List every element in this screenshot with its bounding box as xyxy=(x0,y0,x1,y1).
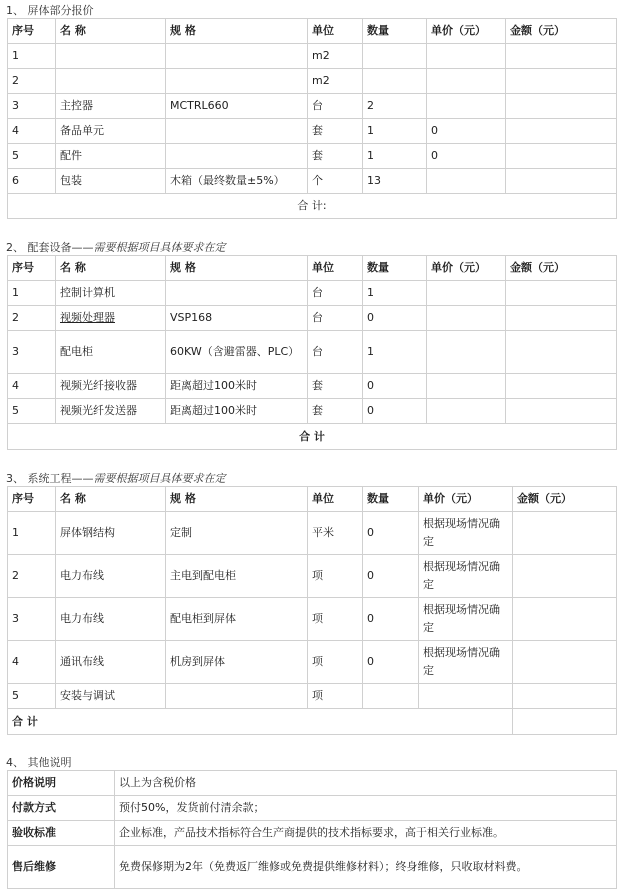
table-cell xyxy=(363,69,427,94)
section-title-text: 3、 系统工程 xyxy=(6,472,72,485)
section-3-note: ——需要根据项目具体要求在定 xyxy=(71,472,226,485)
table-row xyxy=(8,119,617,144)
table-cell xyxy=(506,331,617,374)
table-cell: 2 xyxy=(8,69,56,94)
table-cell: 2 xyxy=(8,306,56,331)
table-cell: 项 xyxy=(308,598,363,641)
table-cell xyxy=(506,44,617,69)
screen-quote-table xyxy=(7,18,617,219)
table-row xyxy=(8,331,617,374)
header-cell: 名 称 xyxy=(56,19,166,44)
table-cell: 配件 xyxy=(56,144,166,169)
table-cell: 5 xyxy=(8,144,56,169)
table-row xyxy=(8,374,617,399)
table-cell: 电力布线 xyxy=(56,555,166,598)
table-cell: 1 xyxy=(8,44,56,69)
table-cell: 项 xyxy=(308,555,363,598)
notes-label: 价格说明 xyxy=(8,771,115,796)
table-cell xyxy=(56,306,166,331)
table-cell: 1 xyxy=(363,119,427,144)
table-cell: 机房到屏体 xyxy=(166,641,308,684)
table-cell: m2 xyxy=(308,69,363,94)
table-cell: 5 xyxy=(8,399,56,424)
notes-value: 免费保修期为2年（免费返厂维修或免费提供维修材料）；终身维修，只收取材料费。 xyxy=(115,846,617,889)
equipment-table xyxy=(7,255,617,450)
table-cell: 1 xyxy=(363,281,427,306)
table-cell: 屏体钢结构 xyxy=(56,512,166,555)
table-cell xyxy=(166,684,308,709)
table-cell: 台 xyxy=(308,331,363,374)
total-label: 合 计: xyxy=(8,194,617,219)
header-cell: 规 格 xyxy=(166,256,308,281)
table-cell: 4 xyxy=(8,119,56,144)
table-cell xyxy=(427,44,506,69)
table-cell: 备品单元 xyxy=(56,119,166,144)
table-cell: 电力布线 xyxy=(56,598,166,641)
table-cell xyxy=(506,144,617,169)
header-cell: 数量 xyxy=(363,487,419,512)
header-cell: 单位 xyxy=(308,19,363,44)
table-row xyxy=(8,69,617,94)
notes-label: 售后维修 xyxy=(8,846,115,889)
table-row xyxy=(8,598,617,641)
table-cell: 配电柜 xyxy=(56,331,166,374)
table-cell: 根据现场情况确定 xyxy=(419,555,513,598)
table-cell: MCTRL660 xyxy=(166,94,308,119)
table-cell: 距离超过100米时 xyxy=(166,399,308,424)
header-cell: 名 称 xyxy=(56,487,166,512)
table-cell: 1 xyxy=(8,512,56,555)
header-cell: 金额（元） xyxy=(506,256,617,281)
table-cell: 木箱（最终数量±5%） xyxy=(166,169,308,194)
table-cell: 定制 xyxy=(166,512,308,555)
total-row xyxy=(8,424,617,450)
header-cell: 序号 xyxy=(8,256,56,281)
table-cell xyxy=(513,512,617,555)
table-row xyxy=(8,399,617,424)
table-cell: 通讯布线 xyxy=(56,641,166,684)
table-cell: 平米 xyxy=(308,512,363,555)
table-cell: 套 xyxy=(308,119,363,144)
table-row xyxy=(8,306,617,331)
table-cell: 0 xyxy=(363,512,419,555)
notes-value: 预付50%，发货前付清余款； xyxy=(115,796,617,821)
section-3-title xyxy=(6,470,226,486)
table-cell xyxy=(506,281,617,306)
notes-label: 验收标准 xyxy=(8,821,115,846)
table-cell xyxy=(427,94,506,119)
table-row xyxy=(8,555,617,598)
table-cell: 套 xyxy=(308,399,363,424)
table-cell: 主控器 xyxy=(56,94,166,119)
notes-value: 企业标准，产品技术指标符合生产商提供的技术指标要求，高于相关行业标准。 xyxy=(115,821,617,846)
table-row xyxy=(8,512,617,555)
table-cell xyxy=(427,69,506,94)
table-row xyxy=(8,94,617,119)
header-cell: 单价（元） xyxy=(419,487,513,512)
table-cell xyxy=(513,555,617,598)
table-cell xyxy=(427,169,506,194)
table-cell xyxy=(506,69,617,94)
table-cell xyxy=(166,69,308,94)
table-cell xyxy=(56,69,166,94)
header-cell: 单位 xyxy=(308,256,363,281)
table-cell: 4 xyxy=(8,641,56,684)
table-header-row xyxy=(8,19,617,44)
table-cell: 0 xyxy=(427,144,506,169)
header-cell: 金额（元） xyxy=(513,487,617,512)
table-cell: 60KW（含避雷器、PLC） xyxy=(166,331,308,374)
table-cell: 项 xyxy=(308,684,363,709)
header-cell: 单位 xyxy=(308,487,363,512)
header-cell: 金额（元） xyxy=(506,19,617,44)
table-row xyxy=(8,144,617,169)
header-cell: 序号 xyxy=(8,487,56,512)
table-cell xyxy=(427,306,506,331)
total-row xyxy=(8,194,617,219)
table-cell: 6 xyxy=(8,169,56,194)
table-cell xyxy=(513,641,617,684)
other-notes-table xyxy=(7,770,617,889)
table-row xyxy=(8,684,617,709)
system-engineering-table xyxy=(7,486,617,735)
notes-value: 以上为含税价格 xyxy=(115,771,617,796)
table-cell: 根据现场情况确定 xyxy=(419,641,513,684)
table-cell: 根据现场情况确定 xyxy=(419,598,513,641)
table-cell: 台 xyxy=(308,306,363,331)
notes-row xyxy=(8,771,617,796)
table-header-row xyxy=(8,487,617,512)
table-cell xyxy=(506,119,617,144)
table-cell xyxy=(166,144,308,169)
table-cell xyxy=(427,399,506,424)
table-row xyxy=(8,44,617,69)
table-cell: 0 xyxy=(427,119,506,144)
table-cell xyxy=(166,119,308,144)
table-cell: 3 xyxy=(8,94,56,119)
header-cell: 数量 xyxy=(363,256,427,281)
table-cell xyxy=(506,306,617,331)
section-1-title: 1、 屏体部分报价 xyxy=(6,4,94,17)
table-cell xyxy=(56,44,166,69)
table-cell xyxy=(513,598,617,641)
table-cell: 套 xyxy=(308,374,363,399)
video-processor-link[interactable]: 视频处理器 xyxy=(60,311,115,324)
table-cell xyxy=(166,44,308,69)
table-cell: 套 xyxy=(308,144,363,169)
total-label: 合 计 xyxy=(8,424,617,450)
table-cell: 0 xyxy=(363,399,427,424)
table-cell: 控制计算机 xyxy=(56,281,166,306)
header-cell: 数量 xyxy=(363,19,427,44)
table-cell: 主电到配电柜 xyxy=(166,555,308,598)
table-cell xyxy=(427,374,506,399)
header-cell: 规 格 xyxy=(166,19,308,44)
table-cell xyxy=(363,44,427,69)
table-row xyxy=(8,641,617,684)
table-cell xyxy=(513,709,617,735)
table-cell xyxy=(506,169,617,194)
table-cell: 0 xyxy=(363,555,419,598)
table-cell xyxy=(363,684,419,709)
table-cell xyxy=(506,374,617,399)
table-cell: 1 xyxy=(363,144,427,169)
notes-row xyxy=(8,796,617,821)
table-cell: 5 xyxy=(8,684,56,709)
table-cell: 3 xyxy=(8,331,56,374)
table-cell: 台 xyxy=(308,281,363,306)
section-4-title: 4、 其他说明 xyxy=(6,756,72,769)
table-cell xyxy=(427,281,506,306)
table-row xyxy=(8,169,617,194)
table-cell: 台 xyxy=(308,94,363,119)
table-row xyxy=(8,281,617,306)
table-cell xyxy=(419,684,513,709)
total-row xyxy=(8,709,617,735)
table-cell: 距离超过100米时 xyxy=(166,374,308,399)
table-header-row xyxy=(8,256,617,281)
table-cell: 2 xyxy=(8,555,56,598)
table-cell: 0 xyxy=(363,374,427,399)
header-cell: 单价（元） xyxy=(427,256,506,281)
table-cell: 视频光纤发送器 xyxy=(56,399,166,424)
notes-row xyxy=(8,821,617,846)
table-cell: m2 xyxy=(308,44,363,69)
total-label: 合 计 xyxy=(8,709,513,735)
table-cell: 13 xyxy=(363,169,427,194)
table-cell: 0 xyxy=(363,641,419,684)
section-2-note: ——需要根据项目具体要求在定 xyxy=(71,241,226,254)
notes-label: 付款方式 xyxy=(8,796,115,821)
section-2-title xyxy=(6,239,226,255)
table-cell: 1 xyxy=(363,331,427,374)
table-cell xyxy=(506,94,617,119)
table-cell: 1 xyxy=(8,281,56,306)
table-cell: 视频光纤接收器 xyxy=(56,374,166,399)
header-cell: 名 称 xyxy=(56,256,166,281)
table-cell: 0 xyxy=(363,598,419,641)
table-cell: 个 xyxy=(308,169,363,194)
table-cell: VSP168 xyxy=(166,306,308,331)
table-cell: 项 xyxy=(308,641,363,684)
header-cell: 单价（元） xyxy=(427,19,506,44)
header-cell: 规 格 xyxy=(166,487,308,512)
table-cell: 3 xyxy=(8,598,56,641)
table-cell: 配电柜到屏体 xyxy=(166,598,308,641)
notes-row xyxy=(8,846,617,889)
table-cell xyxy=(513,684,617,709)
table-cell: 4 xyxy=(8,374,56,399)
table-cell xyxy=(166,281,308,306)
table-cell xyxy=(506,399,617,424)
table-cell: 0 xyxy=(363,306,427,331)
table-cell xyxy=(427,331,506,374)
table-cell: 包装 xyxy=(56,169,166,194)
table-cell: 2 xyxy=(363,94,427,119)
table-cell: 根据现场情况确定 xyxy=(419,512,513,555)
header-cell: 序号 xyxy=(8,19,56,44)
section-title-text: 2、 配套设备 xyxy=(6,241,72,254)
table-cell: 安装与调试 xyxy=(56,684,166,709)
